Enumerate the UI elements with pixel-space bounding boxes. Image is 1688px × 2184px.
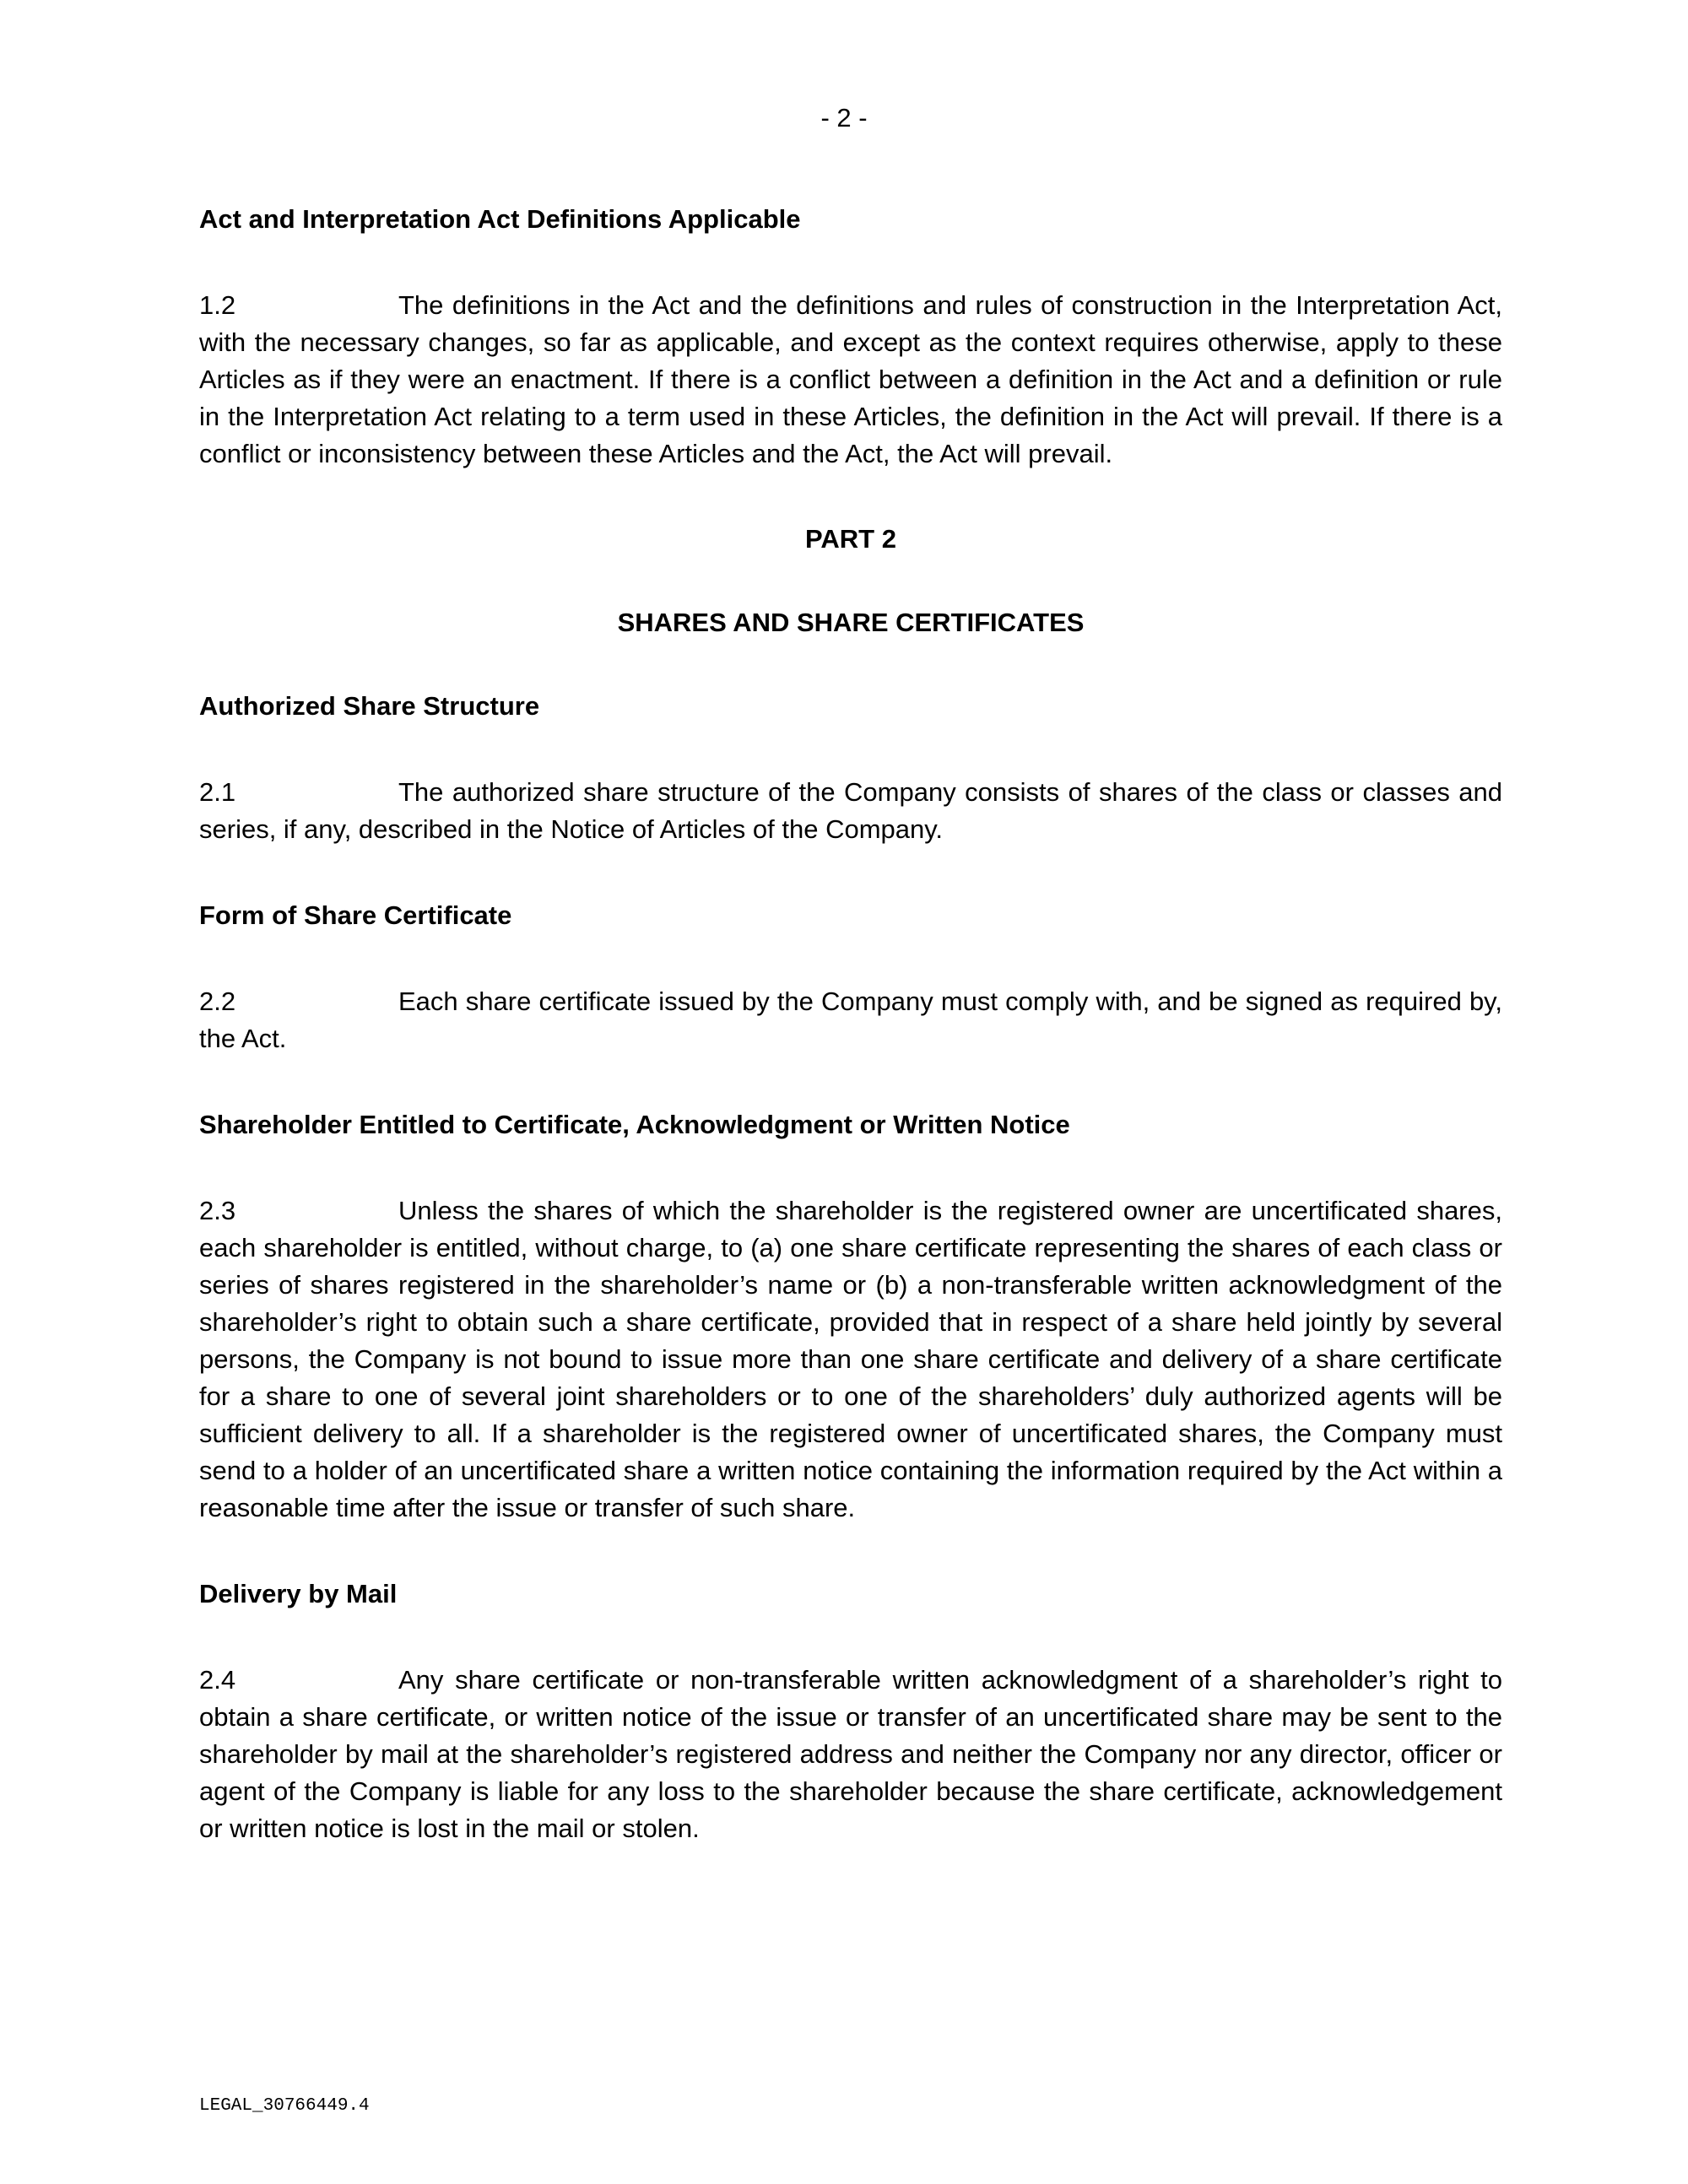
paragraph-2-2 bbox=[199, 983, 1502, 1057]
paragraph-number-2-2: 2.2 bbox=[199, 987, 236, 1016]
paragraph-1-2 bbox=[199, 287, 1502, 473]
part-label: PART 2 bbox=[805, 524, 896, 554]
part-title: SHARES AND SHARE CERTIFICATES bbox=[617, 608, 1085, 637]
document-footer-id: LEGAL_30766449.4 bbox=[199, 2096, 370, 2116]
paragraph-text-1-2: The definitions in the Act and the definitions and rules of construction in the Interpretation Act, with the necessary changes, so far as applicable, and except as the context requires otherwise, apply to these Articles as if they were an enactment. If there is a conflict between a definition in the Act and a definition or rule in the Interpretation Act relating to a term used in these Articles, the definition in the Act will prevail. If there is a conflict or inconsistency between these Articles and the Act, the Act will prevail. bbox=[199, 290, 1502, 468]
section-heading-2-3: Shareholder Entitled to Certificate, Acknowledgment or Written Notice bbox=[199, 1110, 1070, 1139]
paragraph-text-2-1: The authorized share structure of the Company consists of shares of the class or classes and series, if any, described in the Notice of Articles of the Company. bbox=[199, 777, 1502, 844]
paragraph-text-2-3: Unless the shares of which the shareholder is the registered owner are uncertificated shares, each shareholder is entitled, without charge, to (a) one share certificate representing the shares of each class or series of shares registered in the shareholder’s name or (b) a non-transferable written acknowledgment of the shareholder’s right to obtain such a share certificate, provided that in respect of a share held jointly by several persons, the Company is not bound to issue more than one share certificate and delivery of a share certificate for a share to one of several joint shareholders or to one of the shareholders’ duly authorized agents will be sufficient delivery to all. If a shareholder is the registered owner of uncertificated shares, the Company must send to a holder of an uncertificated share a written notice containing the information required by the Act within a reasonable time after the issue or transfer of such share. bbox=[199, 1196, 1502, 1522]
paragraph-2-4 bbox=[199, 1662, 1502, 1847]
page-number: - 2 - bbox=[820, 103, 868, 132]
section-heading-2-4: Delivery by Mail bbox=[199, 1579, 398, 1608]
document-body bbox=[199, 201, 1502, 1847]
paragraph-2-1 bbox=[199, 774, 1502, 848]
section-heading-2-2: Form of Share Certificate bbox=[199, 900, 512, 930]
paragraph-number-2-4: 2.4 bbox=[199, 1665, 236, 1695]
section-heading-2-1: Authorized Share Structure bbox=[199, 691, 540, 721]
paragraph-text-2-2: Each share certificate issued by the Company must comply with, and be signed as required by, the Act. bbox=[199, 987, 1502, 1053]
paragraph-2-3 bbox=[199, 1192, 1502, 1527]
paragraph-number-2-1: 2.1 bbox=[199, 777, 236, 807]
paragraph-number-1-2: 1.2 bbox=[199, 290, 236, 320]
paragraph-number-2-3: 2.3 bbox=[199, 1196, 236, 1225]
paragraph-text-2-4: Any share certificate or non-transferable written acknowledgment of a shareholder’s right to obtain a share certificate, or written notice of the issue or transfer of an uncertificated share may be sent to the shareholder by mail at the shareholder’s registered address and neither the Company nor any director, officer or agent of the Company is liable for any loss to the shareholder because the share certificate, acknowledgement or written notice is lost in the mail or stolen. bbox=[199, 1665, 1502, 1843]
section-heading-1-2: Act and Interpretation Act Definitions Applicable bbox=[199, 204, 801, 234]
